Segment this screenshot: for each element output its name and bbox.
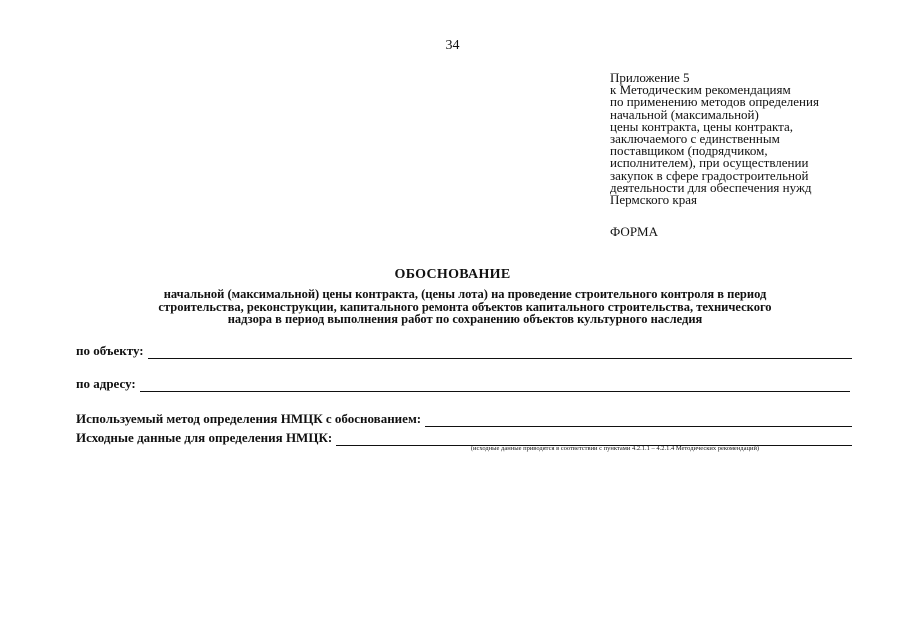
object-field bbox=[76, 343, 852, 359]
document-subtitle bbox=[80, 288, 850, 326]
subtitle-line: начальной (максимальной) цены контракта, (цены лота) на проведение строительного контроля в период bbox=[163, 287, 767, 301]
form-label: ФОРМА bbox=[610, 224, 658, 239]
method-field-label: Используемый метод определения НМЦК с обоснованием: bbox=[76, 411, 422, 426]
address-field-label: по адресу: bbox=[76, 376, 136, 391]
document-title: ОБОСНОВАНИЕ bbox=[394, 267, 511, 282]
appendix-line: деятельности для обеспечения нужд bbox=[610, 179, 812, 195]
object-input-line[interactable] bbox=[148, 348, 852, 359]
appendix-line: начальной (максимальной) bbox=[610, 106, 759, 122]
page-number: 34 bbox=[445, 38, 460, 53]
appendix-line: к Методическим рекомендациям bbox=[610, 82, 791, 98]
appendix-line: Пермского края bbox=[610, 192, 697, 208]
appendix-line: закупок в сфере градостроительной bbox=[610, 167, 809, 183]
object-field-label: по объекту: bbox=[76, 343, 144, 358]
appendix-line: исполнителем), при осуществлении bbox=[610, 155, 809, 171]
address-field bbox=[76, 376, 850, 392]
appendix-line: цены контракта, цены контракта, bbox=[610, 118, 794, 134]
address-input-line[interactable] bbox=[140, 381, 850, 392]
source-data-field bbox=[76, 430, 852, 446]
appendix-line: заключаемого с единственным bbox=[610, 131, 780, 147]
method-field bbox=[76, 411, 852, 427]
source-data-field-label: Исходные данные для определения НМЦК: bbox=[76, 430, 333, 445]
source-data-hint: (исходные данные приводятся в соответствии с пунктами 4.2.1.1 – 4.2.1.4 Методических рекомендаций) bbox=[470, 445, 760, 452]
subtitle-line: строительства, реконструкции, капитального ремонта объектов капитального строительства, технического bbox=[158, 299, 772, 314]
appendix-reference bbox=[610, 72, 870, 206]
appendix-line: поставщиком (подрядчиком, bbox=[610, 143, 768, 159]
method-input-line[interactable] bbox=[425, 416, 852, 427]
subtitle-line: надзора в период выполнения работ по сохранению объектов культурного наследия bbox=[227, 312, 703, 326]
appendix-line: Приложение 5 bbox=[610, 70, 690, 85]
appendix-line: по применению методов определения bbox=[610, 94, 819, 110]
